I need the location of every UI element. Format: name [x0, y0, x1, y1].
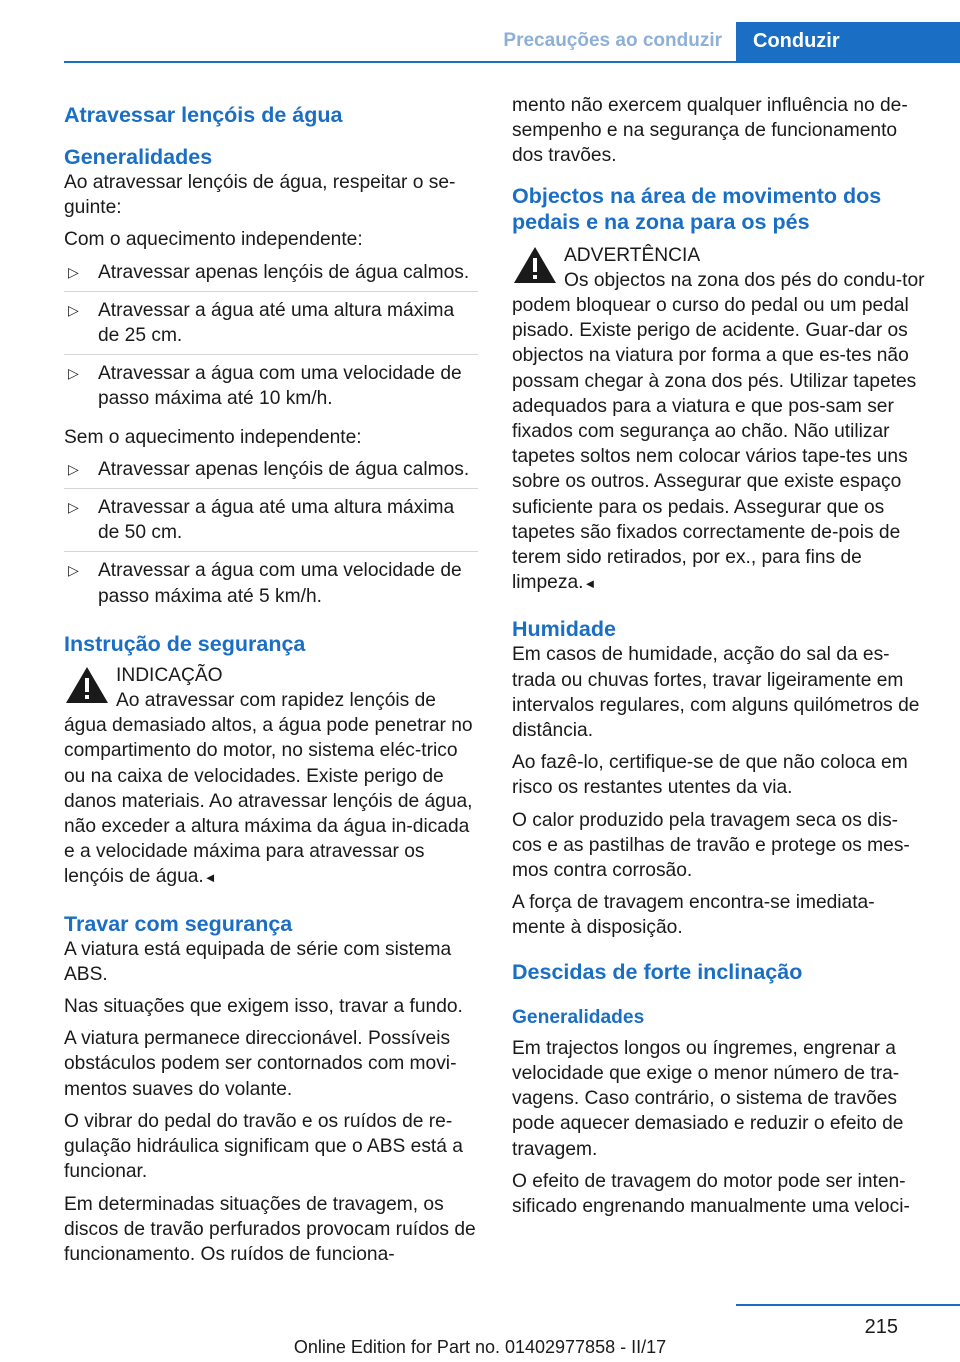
list-with-heater — [64, 260, 478, 418]
list-item: ▷ Atravessar apenas lençóis de água calmos. — [64, 260, 478, 292]
heading-descent: Descidas de forte inclinação — [512, 959, 803, 984]
paragraph: Em trajectos longos ou íngremes, engrenar a velocidade que exige o menor número de tra-vagens. Caso contrário, o sistema de travões pode aquecer demasiado e reduzir o efeito de travagem. — [512, 1037, 904, 1160]
end-mark-icon: ◄ — [583, 576, 597, 592]
footer-rule — [736, 1304, 960, 1306]
list-item: ▷ Atravessar a água até uma altura máxima de 50 cm. — [64, 495, 478, 552]
heading-safety: Instrução de segurança — [64, 631, 306, 656]
heading-braking: Travar com segurança — [64, 911, 293, 936]
list-item: ▷ Atravessar a água com uma velocidade de passo máxima até 10 km/h. — [68, 363, 462, 410]
paragraph: Em determinadas situações de travagem, os discos de travão perfurados provocam ruídos de funcionamento. Os ruídos de funciona- — [64, 1193, 476, 1265]
warning-triangle-icon — [512, 245, 558, 285]
triangle-bullet-icon: ▷ — [68, 562, 79, 579]
heading-generalidades: Generalidades — [64, 145, 213, 169]
section-title-water: Atravessar lençóis de água — [64, 103, 343, 127]
triangle-bullet-icon: ▷ — [68, 460, 79, 477]
subheading-generalidades: Generalidades — [512, 1006, 645, 1028]
header-rule — [64, 61, 960, 63]
paragraph: Sem o aquecimento independente: — [64, 426, 362, 448]
list-without-heater — [64, 457, 478, 615]
right-column — [512, 93, 927, 1226]
warning-box — [512, 243, 927, 597]
warning-triangle-icon — [64, 665, 110, 705]
paragraph: A força de travagem encontra-se imediata-mente à disposição. — [512, 892, 875, 939]
list-item: ▷ Atravessar apenas lençóis de água calmos. — [64, 457, 478, 489]
notice-label: INDICAÇÃO — [116, 664, 223, 686]
footer-edition: Online Edition for Part no. 01402977858 - II/17 — [293, 1337, 667, 1357]
page-number: 215 — [864, 1316, 898, 1338]
paragraph: Nas situações que exigem isso, travar a fundo. — [64, 996, 463, 1018]
warning-text: Os objectos na zona dos pés do condu-tor podem bloquear o curso do pedal ou um pedal pisado. Existe perigo de acidente. Guar-dar os objectos na viatura por forma a que es-tes não possam chegar à zona dos pés. Utilizar tapetes adequados para a viatura e que pos-sam ser fixados com segurança ao chão. Não utilizar tapetes soltos nem colocar vários tape-tes uns sobre os outros. Assegurar que existe espaço suficiente para os pedais. Assegurar que os tapetes são fixados correctamente de-pois de terem sido retirados, por ex., para fins de limpeza. — [512, 269, 925, 594]
paragraph: O efeito de travagem do motor pode ser inten-sificado engrenando manualmente uma veloci- — [512, 1170, 910, 1217]
left-column — [64, 95, 478, 1274]
page-header — [0, 0, 960, 62]
header-chapter-tab: Conduzir — [736, 22, 960, 62]
warning-label: ADVERTÊNCIA — [564, 244, 701, 266]
triangle-bullet-icon: ▷ — [68, 263, 79, 280]
paragraph: O calor produzido pela travagem seca os dis-cos e as pastilhas de travão e protege os mes-mos contra corrosão. — [512, 809, 910, 882]
end-mark-icon: ◄ — [203, 870, 217, 886]
paragraph: Com o aquecimento independente: — [64, 229, 363, 251]
triangle-bullet-icon: ▷ — [68, 499, 79, 516]
heading-objects: Objectos na área de movimento dos pedais e na zona para os pés — [512, 183, 882, 234]
triangle-bullet-icon: ▷ — [68, 365, 79, 382]
paragraph: O vibrar do pedal do travão e os ruídos de re-gulação hidráulica significam que o ABS está a funcionar. — [64, 1110, 463, 1183]
paragraph: A viatura está equipada de série com sistema ABS. — [64, 938, 452, 985]
list-item: ▷ Atravessar a água com uma velocidade de passo máxima até 5 km/h. — [68, 560, 462, 607]
list-item: ▷ Atravessar a água até uma altura máxima de 25 cm. — [64, 298, 478, 355]
paragraph: mento não exercem qualquer influência no de-sempenho e na segurança de funcionamento dos travões. — [512, 95, 908, 167]
heading-humidity: Humidade — [512, 617, 616, 642]
paragraph: Ao atravessar lençóis de água, respeitar o se-guinte: — [64, 172, 456, 219]
paragraph: A viatura permanece direccionável. Possíveis obstáculos podem ser contornados com movi-mentos suaves do volante. — [64, 1028, 457, 1100]
header-section-title: Precauções ao conduzir — [503, 30, 722, 51]
triangle-bullet-icon: ▷ — [68, 301, 79, 318]
notice-box — [64, 663, 478, 891]
paragraph: Ao fazê-lo, certifique-se de que não coloca em risco os restantes utentes da via. — [512, 752, 908, 799]
paragraph: Em casos de humidade, acção do sal da es-trada ou chuvas fortes, travar ligeiramente em intervalos regulares, com alguns quilómetros de distância. — [512, 644, 920, 742]
notice-text: Ao atravessar com rapidez lençóis de água demasiado altos, a água pode penetrar no compartimento do motor, no sistema eléc-trico ou na caixa de velocidades. Existe perigo de danos materiais. Ao atravessar lençóis de água, não exceder a altura máxima da água in-dicada e a velocidade máxima para atravessar os lençóis de água. — [64, 690, 473, 888]
